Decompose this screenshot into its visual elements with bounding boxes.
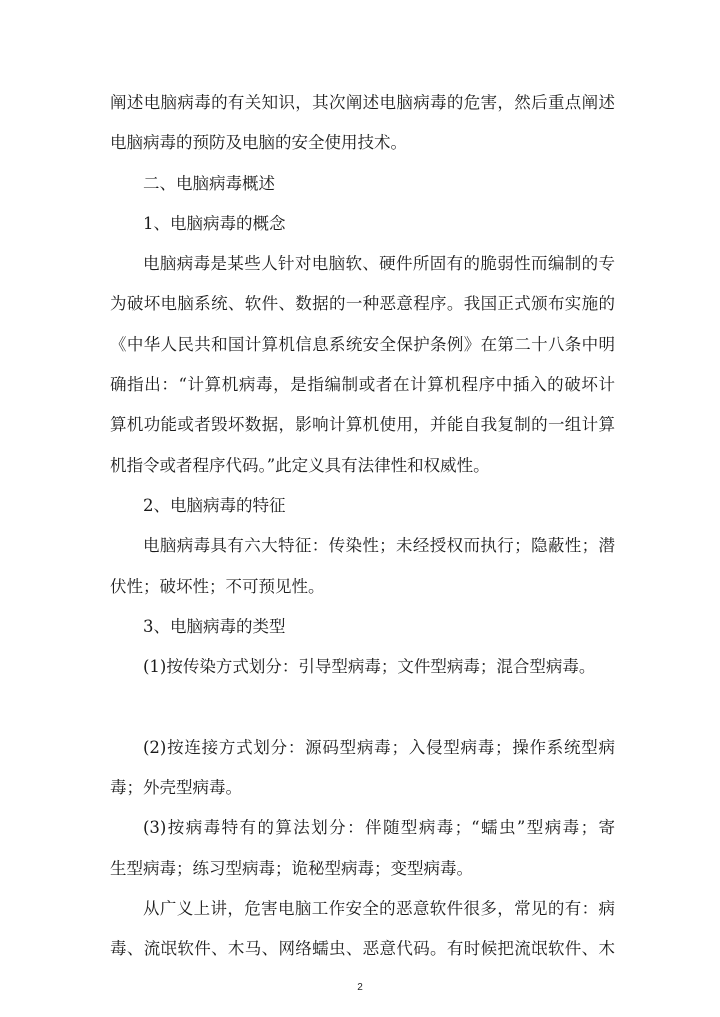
text-line: 电脑病毒的预防及电脑的安全使用技术。 [110, 133, 407, 152]
paragraph-line: 伏性；破坏性；不可预见性。 [110, 577, 325, 596]
section-heading: 二、电脑病毒概述 [143, 174, 275, 193]
paragraph-line: 机指令或者程序代码。”此定义具有法律性和权威性。 [110, 456, 490, 475]
paragraph-line: 毒、流氓软件、木马、网络蠕虫、恶意代码。有时候把流氓软件、木 [110, 939, 615, 958]
list-item: (1)按传染方式划分：引导型病毒；文件型病毒；混合型病毒。 [143, 657, 596, 676]
paragraph-line: 确指出：“计算机病毒，是指编制或者在计算机程序中插入的破坏计 [110, 375, 615, 394]
page-number: 2 [357, 982, 363, 993]
list-item: (2)按连接方式划分：源码型病毒；入侵型病毒；操作系统型病 [143, 738, 615, 757]
paragraph-line: 电脑病毒具有六大特征：传染性；未经授权而执行；隐蔽性；潜 [143, 536, 615, 555]
subsection-heading: 3、电脑病毒的类型 [143, 617, 286, 636]
list-item-continuation: 生型病毒；练习型病毒；诡秘型病毒；变型病毒。 [110, 859, 473, 878]
paragraph-line: 《中华人民共和国计算机信息系统安全保护条例》在第二十八条中明 [110, 335, 615, 354]
text-line: 阐述电脑病毒的有关知识，其次阐述电脑病毒的危害，然后重点阐述 [110, 93, 615, 112]
subsection-heading: 1、电脑病毒的概念 [143, 214, 286, 233]
list-item-continuation: 毒；外壳型病毒。 [110, 778, 242, 797]
paragraph-line: 算机功能或者毁坏数据，影响计算机使用，并能自我复制的一组计算 [110, 415, 615, 434]
paragraph-line: 电脑病毒是某些人针对电脑软、硬件所固有的脆弱性而编制的专 [143, 254, 615, 273]
list-item: (3)按病毒特有的算法划分：伴随型病毒；“蠕虫”型病毒；寄 [143, 818, 615, 837]
subsection-heading: 2、电脑病毒的特征 [143, 496, 286, 515]
paragraph-line: 从广义上讲，危害电脑工作安全的恶意软件很多，常见的有：病 [143, 899, 615, 918]
paragraph-line: 为破坏电脑系统、软件、数据的一种恶意程序。我国正式颁布实施的 [110, 294, 615, 313]
